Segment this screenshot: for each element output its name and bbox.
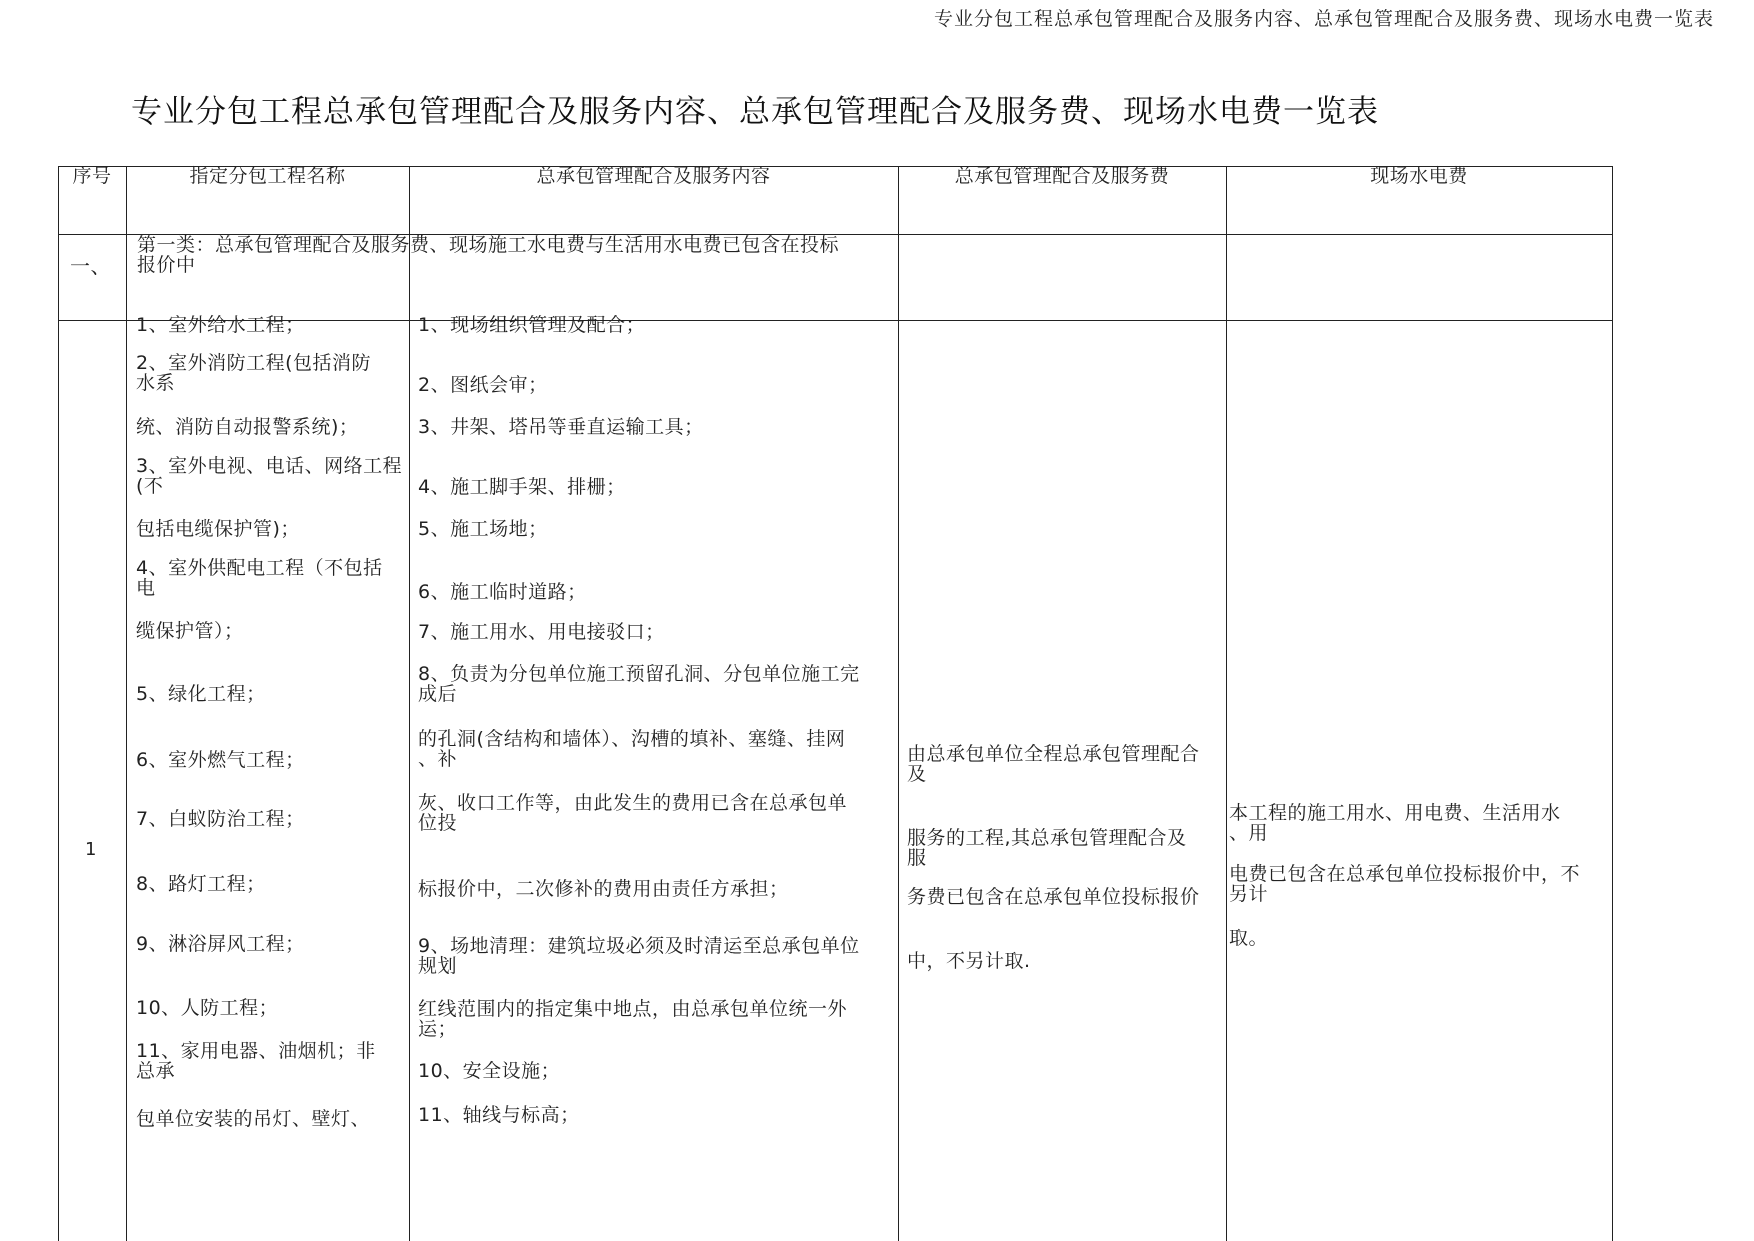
service-content-line: 运； — [418, 1018, 458, 1040]
table-border-left — [58, 166, 59, 1241]
service-content-line: 6、施工临时道路； — [418, 581, 587, 603]
subcontract-name-line: 9、淋浴屏风工程； — [136, 933, 305, 955]
subcontract-name-line: 总承 — [136, 1060, 176, 1082]
header-service-content: 总承包管理配合及服务内容 — [536, 165, 771, 187]
subcontract-name-line: 2、室外消防工程(包括消防 — [136, 352, 372, 374]
service-fee-line: 由总承包单位全程总承包管理配合 — [907, 743, 1200, 765]
header-service-fee: 总承包管理配合及服务费 — [954, 165, 1170, 187]
section-one-description-line2: 报价中 — [137, 254, 196, 276]
service-content-line: 7、施工用水、用电接驳口； — [418, 621, 665, 643]
service-content-line: 3、井架、塔吊等垂直运输工具； — [418, 416, 704, 438]
service-content-line: 11、轴线与标高； — [418, 1104, 580, 1126]
service-fee-line: 及 — [907, 763, 927, 785]
service-content-line: 10、安全设施； — [418, 1060, 561, 1082]
document-title: 专业分包工程总承包管理配合及服务内容、总承包管理配合及服务费、现场水电费一览表 — [131, 94, 1379, 130]
subcontract-name-line: 水系 — [136, 372, 176, 394]
section-one-description-line1: 第一类：总承包管理配合及服务费、现场施工水电费与生活用水电费已包含在投标 — [137, 234, 840, 256]
running-header: 专业分包工程总承包管理配合及服务内容、总承包管理配合及服务费、现场水电费一览表 — [933, 8, 1714, 30]
subcontract-name-line: 6、室外燃气工程； — [136, 749, 305, 771]
service-content-line: 标报价中，二次修补的费用由责任方承担； — [418, 878, 789, 900]
service-content-line: 红线范围内的指定集中地点，由总承包单位统一外 — [418, 998, 848, 1020]
service-content-line: 8、负责为分包单位施工预留孔洞、分包单位施工完 — [418, 663, 860, 685]
service-content-line: 4、施工脚手架、排栅； — [418, 476, 626, 498]
service-fee-line: 务费已包含在总承包单位投标报价 — [907, 886, 1200, 908]
subcontract-name-line: 7、白蚁防治工程； — [136, 808, 305, 830]
header-number: 序号 — [72, 165, 112, 187]
service-content-line: 规划 — [418, 955, 458, 977]
service-content-line: 5、施工场地； — [418, 518, 548, 540]
subcontract-name-line: 3、室外电视、电话、网络工程 — [136, 455, 403, 477]
service-content-line: 9、场地清理：建筑垃圾必须及时清运至总承包单位 — [418, 935, 860, 957]
fee-table — [58, 166, 1612, 1241]
section-one-number: 一、 — [70, 254, 111, 278]
subcontract-name-line: 10、人防工程； — [136, 997, 279, 1019]
subcontract-name-line: 包单位安装的吊灯、壁灯、 — [136, 1108, 371, 1130]
subcontract-name-line: 5、绿化工程； — [136, 683, 266, 705]
service-fee-line: 中，不另计取. — [907, 950, 1031, 972]
site-utilities-line: 、用 — [1229, 822, 1269, 844]
site-utilities-line: 取。 — [1229, 927, 1269, 949]
site-utilities-line: 电费已包含在总承包单位投标报价中，不 — [1229, 863, 1581, 885]
subcontract-name-line: 1、室外给水工程； — [136, 314, 305, 336]
subcontract-name-line: 包括电缆保护管)； — [136, 518, 300, 540]
row-number: 1 — [85, 839, 97, 860]
service-content-line: 1、现场组织管理及配合； — [418, 314, 646, 336]
subcontract-name-line: 缆保护管）； — [136, 620, 244, 642]
service-content-line: 灰、收口工作等，由此发生的费用已含在总承包单 — [418, 792, 848, 814]
service-content-line: 、补 — [418, 748, 458, 770]
subcontract-name-line: 统、消防自动报警系统)； — [136, 416, 359, 438]
subcontract-name-line: 电 — [136, 577, 156, 599]
service-fee-line: 服 — [907, 847, 927, 869]
header-subcontract-name: 指定分包工程名称 — [189, 165, 346, 187]
site-utilities-line: 另计 — [1229, 883, 1269, 905]
subcontract-name-line: (不 — [136, 475, 164, 497]
service-content-line: 成后 — [418, 683, 458, 705]
header-site-utilities: 现场水电费 — [1370, 165, 1468, 187]
table-border-right — [1612, 166, 1613, 1241]
subcontract-name-line: 8、路灯工程； — [136, 873, 266, 895]
column-divider — [409, 166, 410, 1241]
site-utilities-line: 本工程的施工用水、用电费、生活用水 — [1229, 802, 1561, 824]
column-divider — [898, 166, 899, 1241]
service-content-line: 2、图纸会审； — [418, 374, 548, 396]
service-content-line: 位投 — [418, 812, 458, 834]
service-fee-line: 服务的工程,其总承包管理配合及 — [907, 827, 1187, 849]
subcontract-name-line: 4、室外供配电工程（不包括 — [136, 557, 383, 579]
service-content-line: 的孔洞(含结构和墙体）、沟槽的填补、塞缝、挂网 — [418, 728, 846, 750]
subcontract-name-line: 11、家用电器、油烟机；非 — [136, 1040, 376, 1062]
column-divider — [126, 166, 127, 1241]
column-divider — [1226, 166, 1227, 1241]
